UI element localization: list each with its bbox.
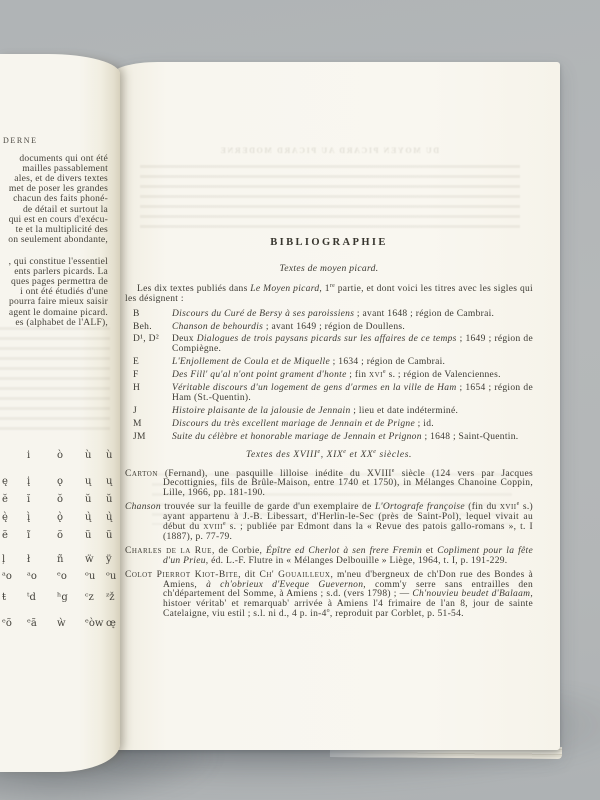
sigla-description [172, 384, 533, 404]
left-page-text-line: chacun des faits phoné- [13, 193, 108, 205]
sigla-label: F [133, 370, 139, 381]
text-run: , reproduit par Corblet, p. 51-54. [329, 609, 464, 620]
bibliography-entry [125, 547, 533, 567]
sigla-description [172, 358, 533, 368]
phonetic-symbol: œ̨ [106, 618, 116, 629]
text-run: , histoer véritab' et remarquab' arrivée à Amiens l'4 frimaire de l'an 8, jour de sainte Catelaigne, viu estil ; s.l. ni d., 4 p. in-4 [163, 589, 533, 620]
text-run: Deux [172, 334, 197, 345]
text-run: e [317, 448, 321, 455]
sigla-item [125, 407, 533, 417]
text-run: s.) ayant appartenu à J.-B. Libessart, d'Herlin-le-Sec (près de Saint-Pol), lequel vivait au début du [163, 502, 534, 533]
sigla-label: J [133, 405, 137, 416]
sigla-item [125, 323, 533, 333]
right-page [112, 62, 560, 750]
text-run: e [222, 520, 226, 527]
phonetic-symbol: ų [106, 476, 113, 487]
sigla-description [172, 310, 533, 320]
text-run: ; lieu et date indéterminé. [350, 405, 459, 416]
sigla-description [172, 433, 533, 443]
bibliography-entry [125, 503, 533, 543]
text-run: Suite du célèbre et honorable mariage de Jennain et Prignon [172, 431, 422, 442]
phonetic-symbol: ǫ [57, 476, 64, 487]
phonetic-symbol: ĩ [27, 530, 31, 541]
text-run: Épître ed Cherlot à sen frere Fremin [266, 545, 423, 556]
text-run: (Fernand), une pasquille lilloise inédite du XVIII [157, 468, 392, 479]
text-run: Véritable discours d'un logement de gens d'armes en la ville de Ham [172, 383, 457, 394]
phonetic-symbol: ŧ [2, 592, 7, 603]
phonetic-symbol: ẅ [85, 554, 94, 565]
text-run: ; 1648 ; Saint-Quentin. [421, 431, 519, 442]
sigla-description [172, 420, 533, 430]
phonetic-symbol: į [27, 476, 31, 487]
text-run: re [329, 282, 336, 289]
left-page-text-line: agent le domaine picard. [8, 306, 108, 318]
left-page-text-line: mailles passablement [22, 163, 108, 175]
phonetic-symbol: i [27, 450, 31, 461]
text-run: Chanson de behourdis [172, 321, 264, 332]
phonetic-symbol: ẽ [2, 530, 8, 541]
text-run: ; 1649 ; région de Compiègne. [172, 334, 534, 355]
text-run: ; avant 1649 ; région de Doullens. [263, 321, 406, 332]
left-page-text-line: , qui constitue l'essentiel [8, 256, 108, 267]
phonetic-symbol: ũ [85, 530, 92, 541]
text-run: e [516, 501, 520, 508]
phonetic-symbol: ų̀ [85, 512, 92, 523]
left-page-text-line: de détail et surtout la [22, 203, 108, 215]
show-through-text [140, 162, 520, 232]
text-run: Ch'nouvieu beudet d'Balaam [412, 589, 531, 600]
sigla-item [125, 335, 533, 355]
left-page-text-line: ales, et de divers textes [14, 173, 108, 185]
show-through-header: DU MOYEN PICARD AU PICARD MODERNE [218, 146, 440, 155]
phonetic-symbol: ù [106, 450, 113, 461]
text-run: et XX [346, 449, 374, 460]
text-run: , m'neu d'bergneux de ch'Don rue des Bondes à Amiens, [163, 569, 533, 590]
text-run: e [391, 467, 395, 474]
text-run: Ch' Gouailleux [259, 569, 331, 580]
text-run: Discours du Curé de Bersy à ses paroissiens [172, 308, 355, 319]
text-run: e [373, 448, 377, 455]
sigla-label: Beh. [133, 321, 152, 332]
sigla-item [125, 358, 533, 368]
sigla-item [125, 371, 533, 381]
text-run: Chanson [125, 502, 161, 513]
text-run: , 1 [319, 283, 330, 294]
left-page-text-line: met de poser les grandes [8, 183, 108, 195]
show-through-text [0, 324, 110, 434]
sigla-item [125, 310, 533, 320]
text-run: Dialogues de trois paysans picards sur les affaires de ce temps [196, 334, 457, 345]
left-page-text-line: qui est en cours d'exécu- [8, 213, 108, 225]
phonetic-symbol: ǫ̀ [57, 512, 64, 523]
text-run: Colot Pierrot Kiot-Bite [125, 569, 239, 580]
phonetic-symbol: ẁ [57, 618, 66, 629]
bibliography-entries [125, 467, 534, 621]
text-run: ; avant 1648 ; région de Cambrai. [354, 308, 495, 319]
text-run: partie, et dont voici les titres avec les sigles qui les désignent : [125, 283, 533, 304]
phonetic-symbol: ų̀ [106, 512, 113, 523]
section-heading-moyen-picard: Textes de moyen picard. [279, 262, 379, 274]
phonetic-symbol: ę̀ [2, 512, 8, 523]
text-run: Textes des XVIII [246, 449, 318, 460]
text-run: Le Moyen picard [250, 283, 320, 294]
text-run: ; fin [346, 370, 370, 381]
text-run: , de Corbie, [211, 545, 266, 556]
text-run: ; id. [414, 418, 434, 429]
text-run: , comm'y serre sans entrailles den ch'département del Somme, à Amiens ; s.d. (vers 1798) ; — [163, 579, 534, 600]
text-run: Histoire plaisante de la jalousie de Jennain [172, 405, 351, 416]
phonetic-symbol: ᵉo [57, 571, 67, 582]
phonetic-symbol: ŭ [85, 494, 92, 505]
text-run: Les dix textes publiés dans [137, 283, 251, 294]
sigla-description [172, 323, 533, 333]
text-run: L'Ortografe françoise [374, 502, 465, 513]
left-page-text-line: i ont été étudiés d'une [20, 286, 108, 298]
phonetic-symbol: ò [57, 450, 64, 461]
left-page-text-line: es (alphabet de l'ALF), [15, 316, 108, 328]
text-run: ; 1654 ; région de Ham (St.-Quentin). [172, 383, 533, 403]
bibliography-text-block [125, 238, 533, 624]
text-run: Charles de la Rue [125, 545, 212, 556]
sigla-item [125, 433, 533, 443]
text-run: et [422, 545, 438, 556]
left-page [0, 54, 120, 772]
phonetic-symbol: ũ [106, 530, 113, 541]
text-run: xvii [499, 502, 517, 513]
phonetic-symbol: ł [27, 554, 31, 565]
phonetic-symbol: ŏ [57, 494, 64, 505]
text-run: (fin du [464, 502, 500, 513]
phonetic-symbol: ᶜz [85, 592, 94, 603]
phonetic-symbol: ù [85, 450, 92, 461]
phonetic-symbol: ĭ [27, 494, 31, 505]
left-page-text-line: on seulement abondante, [8, 233, 108, 245]
sigla-label: D¹, D² [133, 334, 159, 345]
text-run: s. ; région de Valenciennes. [385, 370, 501, 381]
phonetic-symbol: ᵃo [27, 571, 37, 582]
sigla-label: E [133, 357, 140, 368]
left-page-text-line: ents parlers picards. La [14, 266, 108, 278]
phonetic-symbol: ᵒu [106, 571, 117, 582]
sigla-label: H [133, 383, 141, 394]
intro-paragraph [125, 282, 533, 305]
text-run: s. ; publiée par Edmont dans la « Revue des patois gallo-romans », t. I (1887), p. 77-79. [163, 522, 533, 542]
phonetic-symbol: į̀ [27, 512, 31, 523]
section-heading-centuries [125, 448, 533, 461]
left-page-text-line: documents qui ont été [19, 153, 108, 164]
text-run: e [382, 369, 386, 375]
sigla-description [172, 335, 533, 355]
phonetic-symbol: ʰg [57, 592, 68, 603]
phonetic-symbol: ᵉõ [2, 618, 12, 629]
phonetic-symbol: ę [2, 476, 8, 487]
text-run: L'Enjollement de Coula et de Miquelle [172, 357, 330, 368]
sigla-label: B [133, 308, 140, 319]
phonetic-symbol: ᵃo [2, 571, 12, 582]
sigla-list [125, 310, 533, 443]
left-page-text-line: ques pages permettra de [10, 276, 108, 288]
phonetic-symbol: ÿ [106, 554, 112, 565]
text-run: Copliment pour la fête d'un Prieu [163, 545, 534, 566]
sigla-label: M [133, 418, 142, 429]
left-page-text-line: pourra faire mieux saisir [8, 296, 108, 308]
text-run: xvi [369, 370, 383, 381]
left-page-text-line: te et la multiplicité des [15, 223, 108, 235]
text-run: , XIX [320, 449, 344, 460]
sigla-item [125, 420, 533, 430]
running-header-fragment: DERNE [3, 136, 38, 145]
sigla-description [172, 371, 533, 381]
text-run: Carton [125, 468, 158, 479]
text-run: Discours du très excellent mariage de Jennain et de Prigne [172, 418, 415, 429]
phonetic-symbol: ŭ [106, 494, 113, 505]
text-run: , dit [238, 569, 260, 580]
phonetic-symbol: õ [57, 530, 64, 541]
text-run: à ch'obrieux d'Eveque Guevernon [206, 579, 364, 590]
text-run: trouvée sur la feuille de garde d'un exemplaire de [160, 502, 375, 513]
phonetic-symbol: ᵗd [27, 592, 36, 603]
phonetic-symbol: ñ [57, 554, 64, 565]
text-run: siècles. [376, 449, 412, 460]
sigla-item [125, 384, 533, 404]
phonetic-symbol: ĕ [2, 494, 8, 505]
sigla-description [172, 407, 533, 417]
text-run: siècle (124 vers par Jacques Decottignies, fils de Brûle-Maison, entre 1740 et 1750), in Mélanges Chanoine Coppin, Lille, 1966, pp. 181-190. [163, 468, 533, 499]
text-run: e [343, 448, 347, 455]
text-run: o [326, 608, 330, 615]
phonetic-symbol: ᵒu [85, 571, 96, 582]
phonetic-symbol: ļ [2, 554, 6, 565]
text-run: ; 1634 ; région de Cambrai. [329, 357, 446, 368]
page-title: BIBLIOGRAPHIE [270, 237, 388, 248]
phonetic-symbol: ų [85, 476, 92, 487]
bibliography-entry [125, 467, 533, 500]
phonetic-symbol: ᵉã [27, 618, 37, 629]
text-run: Des Fill' qu'al n'ont point grament d'honte [172, 370, 347, 381]
text-run: , éd. L.-F. Flutre in « Mélanges Delbouille » Liège, 1964, t. I, p. 191-229. [205, 555, 508, 566]
sigla-label: JM [133, 431, 146, 442]
phonetic-symbol: ᵉòw [85, 618, 104, 629]
bibliography-entry [125, 571, 533, 621]
text-run: xviii [203, 522, 223, 533]
phonetic-symbol: ᶻž [106, 592, 115, 603]
